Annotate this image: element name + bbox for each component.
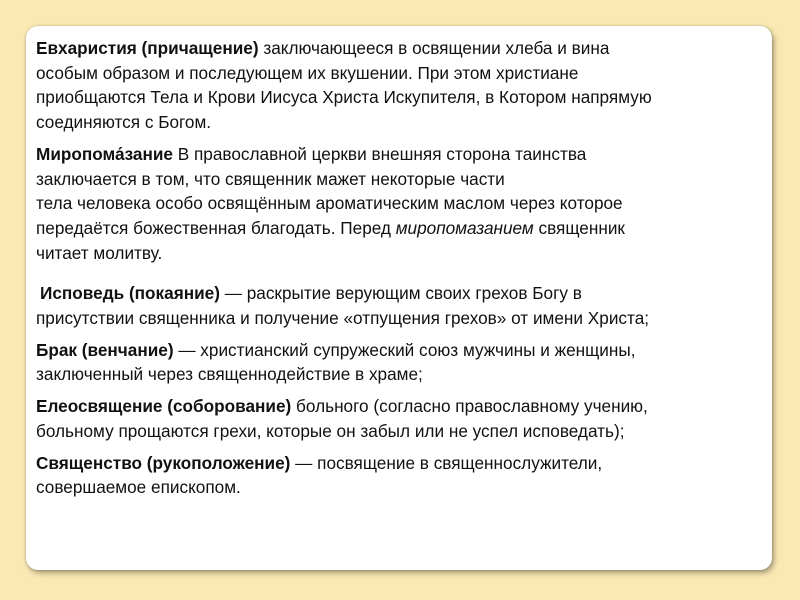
paragraph-eucharist [36,36,760,135]
marriage-line-1: — христианский супружеский союз мужчины и женщины, [173,339,636,360]
paragraph-confession [36,281,760,306]
confession-line-1: — раскрытие верующим своих грехов Богу в [219,283,582,304]
marriage-line-2: заключенный через священнодействие в храме; [36,364,423,385]
unction-line-1: больного (согласно православному учению, [291,396,648,417]
eucharist-line-4: соединяются с Богом. [36,112,212,133]
content-card [26,26,772,570]
chrismation-line-5: читает молитву. [36,242,163,263]
eucharist-line-2: особым образом и последующем их вкушении. При этом христиане [36,62,579,83]
chrismation-line-3: тела человека особо освящённым ароматическим маслом через которое [36,193,623,214]
chrismation-after-italic: священник [533,217,625,238]
term-chrismation: Миропома́зание [36,143,173,164]
paragraph-chrismation [36,142,760,266]
paragraph-marriage [36,338,760,387]
confession-line-2: присутствии священника и получение «отпущения грехов» от имени Христа; [36,308,650,329]
paragraph-ordination [36,451,760,500]
chrismation-line-4: передаётся божественная благодать. Перед [36,217,396,238]
paragraph-unction [36,394,760,443]
chrismation-italic-word: миропомазанием [395,217,534,238]
unction-line-2: больному прощаются грехи, которые он забыл или не успел исповедать); [36,420,625,441]
eucharist-line-3: приобщаются Тела и Крови Иисуса Христа Искупителя, в Котором напрямую [36,87,652,108]
eucharist-line-1: заключающееся в освящении хлеба и вина [258,38,610,58]
paragraph-confession-cont [36,306,760,331]
chrismation-line-2: заключается в том, что священник мажет некоторые части [36,168,505,189]
term-unction: Елеосвящение (соборование) [36,396,292,417]
ordination-line-1: — посвящение в священнослужители, [290,452,603,473]
ordination-line-2: совершаемое епископом. [36,477,241,498]
term-marriage: Брак (венчание) [36,339,174,360]
term-eucharist: Евхаристия (причащение) [36,38,259,58]
term-ordination: Священство (рукоположение) [36,452,291,473]
term-confession: Исповедь (покаяние) [40,283,220,304]
chrismation-line-1: В православной церкви внешняя сторона таинства [172,143,587,164]
